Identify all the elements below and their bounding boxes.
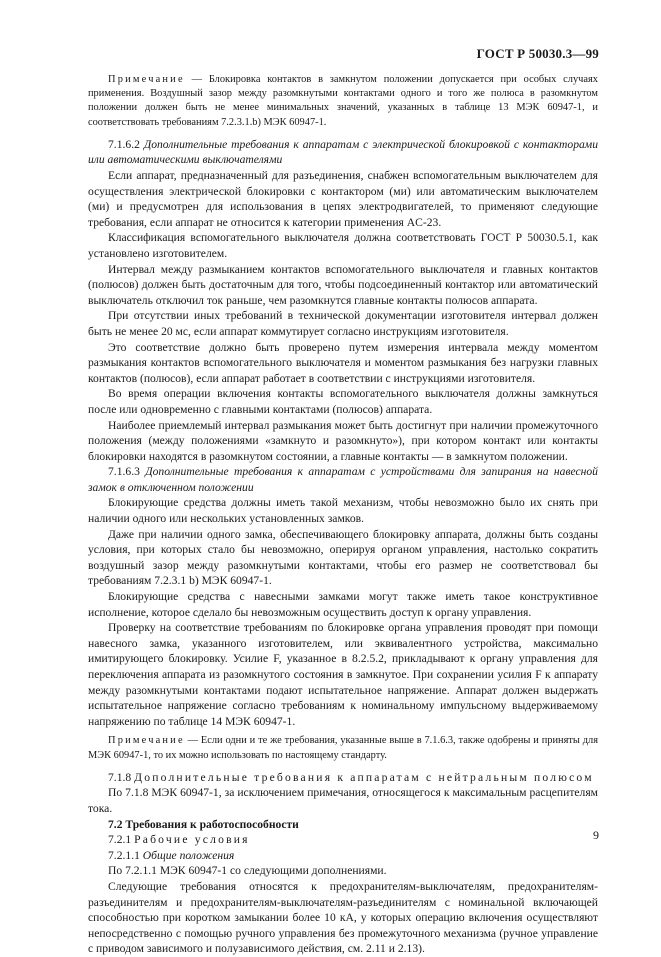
note-2 (88, 734, 598, 762)
paragraph: Проверку на соответствие требованиям по блокировке органа управления проводят при помощи навесного замка, указанного изготовителем, или эквивалентного устройства, максимально имитирующего блокировку. Усилие F, указанное в 8.2.5.2, прикладывают к органу управления для переключения аппарата из разомкнутого состояния в замкнутое. При сохранении усилия F к аппарату между разомкнутыми контактами подают испытательное напряжение. Аппарат должен выдержать испытательное напряжение согласно требованиям к номинальному импульсному выдерживаемому напряжению по таблице 14 МЭК 60947-1. (88, 621, 598, 728)
note-text: — Если одни и те же требования, указанные выше в 7.1.6.3, также одобрены и приняты для МЭК 60947-1, то их можно использовать по настоящему стандарту. (88, 735, 598, 761)
section-title: Рабочие условия (134, 833, 250, 847)
section-7211-heading (88, 848, 598, 864)
section-title: Требования к работоспособности (125, 817, 299, 831)
paragraph: Блокирующие средства с навесными замками могут также иметь такое конструктивное исполнение, которое сделало бы невозможным осуществить доступ к органу управления. (88, 590, 598, 619)
section-title: Общие положения (142, 848, 235, 862)
section-number: 7.1.6.2 (108, 137, 140, 151)
note-label: Примечание (108, 735, 185, 747)
section-721-heading (88, 832, 598, 848)
paragraph: Даже при наличии одного замка, обеспечивающего блокировку аппарата, должны быть созданы условия, при которых стало бы невозможно, оперируя органом управления, настолько сократить воздушный зазор между разомкнутыми контактами, чтобы его размер не соответствовал бы требованиям 7.2.3.1 b) МЭК 60947-1. (88, 527, 598, 588)
section-72-heading (88, 817, 598, 833)
section-title: Дополнительные требования к аппаратам с устройствами для запирания на навесной замок в отключенном положении (88, 465, 598, 494)
paragraph: По 7.1.8 МЭК 60947-1, за исключением примечания, относящегося к максимальным расцепителям тока. (88, 786, 598, 815)
section-718-heading (88, 770, 598, 786)
paragraph: При отсутствии иных требований в технической документации изготовителя интервал должен быть не менее 20 мс, если аппарат коммутирует согласно инструкциям изготовителя. (88, 309, 598, 338)
paragraph: По 7.2.1.1 МЭК 60947-1 со следующими дополнениями. (108, 864, 387, 878)
paragraph: Наиболее приемлемый интервал размыкания может быть достигнут при наличии промежуточного положения (между положениями «замкнуто и разомкнуто»), при котором контакт или контакты блокировки находятся в разомкнутом состоянии, а главные контакты — в замкнутом положении. (88, 418, 598, 463)
section-number: 7.2 (108, 817, 123, 831)
note-1 (88, 73, 598, 130)
section-number: 7.2.1 (108, 833, 132, 847)
section-title: Дополнительные требования к аппаратам с электрической блокировкой с контакторами или автоматическими выключателями (88, 137, 598, 167)
paragraph: Интервал между размыканием контактов вспомогательного выключателя и главных контактов (полюсов) должен быть достаточным для того, чтобы подсоединенный контактор или автоматический выключатель отключил ток раньше, чем разомкнутся главные контакты полюсов аппарата. (88, 262, 598, 307)
page-number: 9 (593, 828, 599, 842)
section-number: 7.1.6.3 (108, 465, 140, 479)
doc-header: ГОСТ Р 50030.3—99 (476, 46, 599, 61)
section-title: Дополнительные требования к аппаратам с нейтральным полюсом (134, 770, 594, 784)
note-text: — Блокировка контактов в замкнутом положении допускается при особых случаях применения. Воздушный зазор между разомкнутыми контактами одного и того же полюса в разомкнутом положении должен быть не менее минимальных значений, указанных в таблице 13 МЭК 60947-1, и соответствовать требованиям 7.2.3.1.b) МЭК 60947-1. (88, 74, 598, 128)
paragraph: Следующие требования относятся к предохранителям-выключателям, предохранителям-разъединителям и предохранителям-выключателям-разъединителям с номинальной включающей способностью при коротком замыкании более 10 кА, у которых операцию включения осуществляют непосредственно с помощью ручного управления без промежуточного механизма (ручное управление с приводом зависимого и полузависимого действия, см. 2.11 и 2.13). (88, 879, 598, 956)
section-7162-heading (88, 137, 598, 168)
paragraph: Во время операции включения контакты вспомогательного выключателя должны замкнуться после или одновременно с главными контактами (полюсов) аппарата. (88, 387, 598, 416)
paragraph: Если аппарат, предназначенный для разъединения, снабжен вспомогательным выключателем для осуществления электрической блокировки с контактором (ми) или автоматическим выключателем (ми) и предусмотрен для использования в цепях электродвигателей, то применяют следующие требования, если аппарат не относится к категории применения AC-23. (88, 169, 598, 229)
paragraph: Это соответствие должно быть проверено путем измерения интервала между моментом размыкания контактов вспомогательного выключателя и моментом размыкания без нагрузки главных контактов (полюсов), если аппарат работает в соответствии с инструкциями изготовителя. (88, 340, 598, 385)
section-number: 7.2.1.1 (108, 848, 140, 862)
section-7163-heading (88, 464, 598, 495)
note-label: Примечание (108, 74, 185, 85)
paragraph: Блокирующие средства должны иметь такой механизм, чтобы невозможно было их снять при наличии одного или нескольких установленных замков. (88, 496, 598, 526)
section-number: 7.1.8 (108, 770, 132, 784)
paragraph: Классификация вспомогательного выключателя должна соответствовать ГОСТ Р 50030.5.1, как установлено изготовителем. (88, 231, 598, 260)
page-body (88, 73, 598, 957)
